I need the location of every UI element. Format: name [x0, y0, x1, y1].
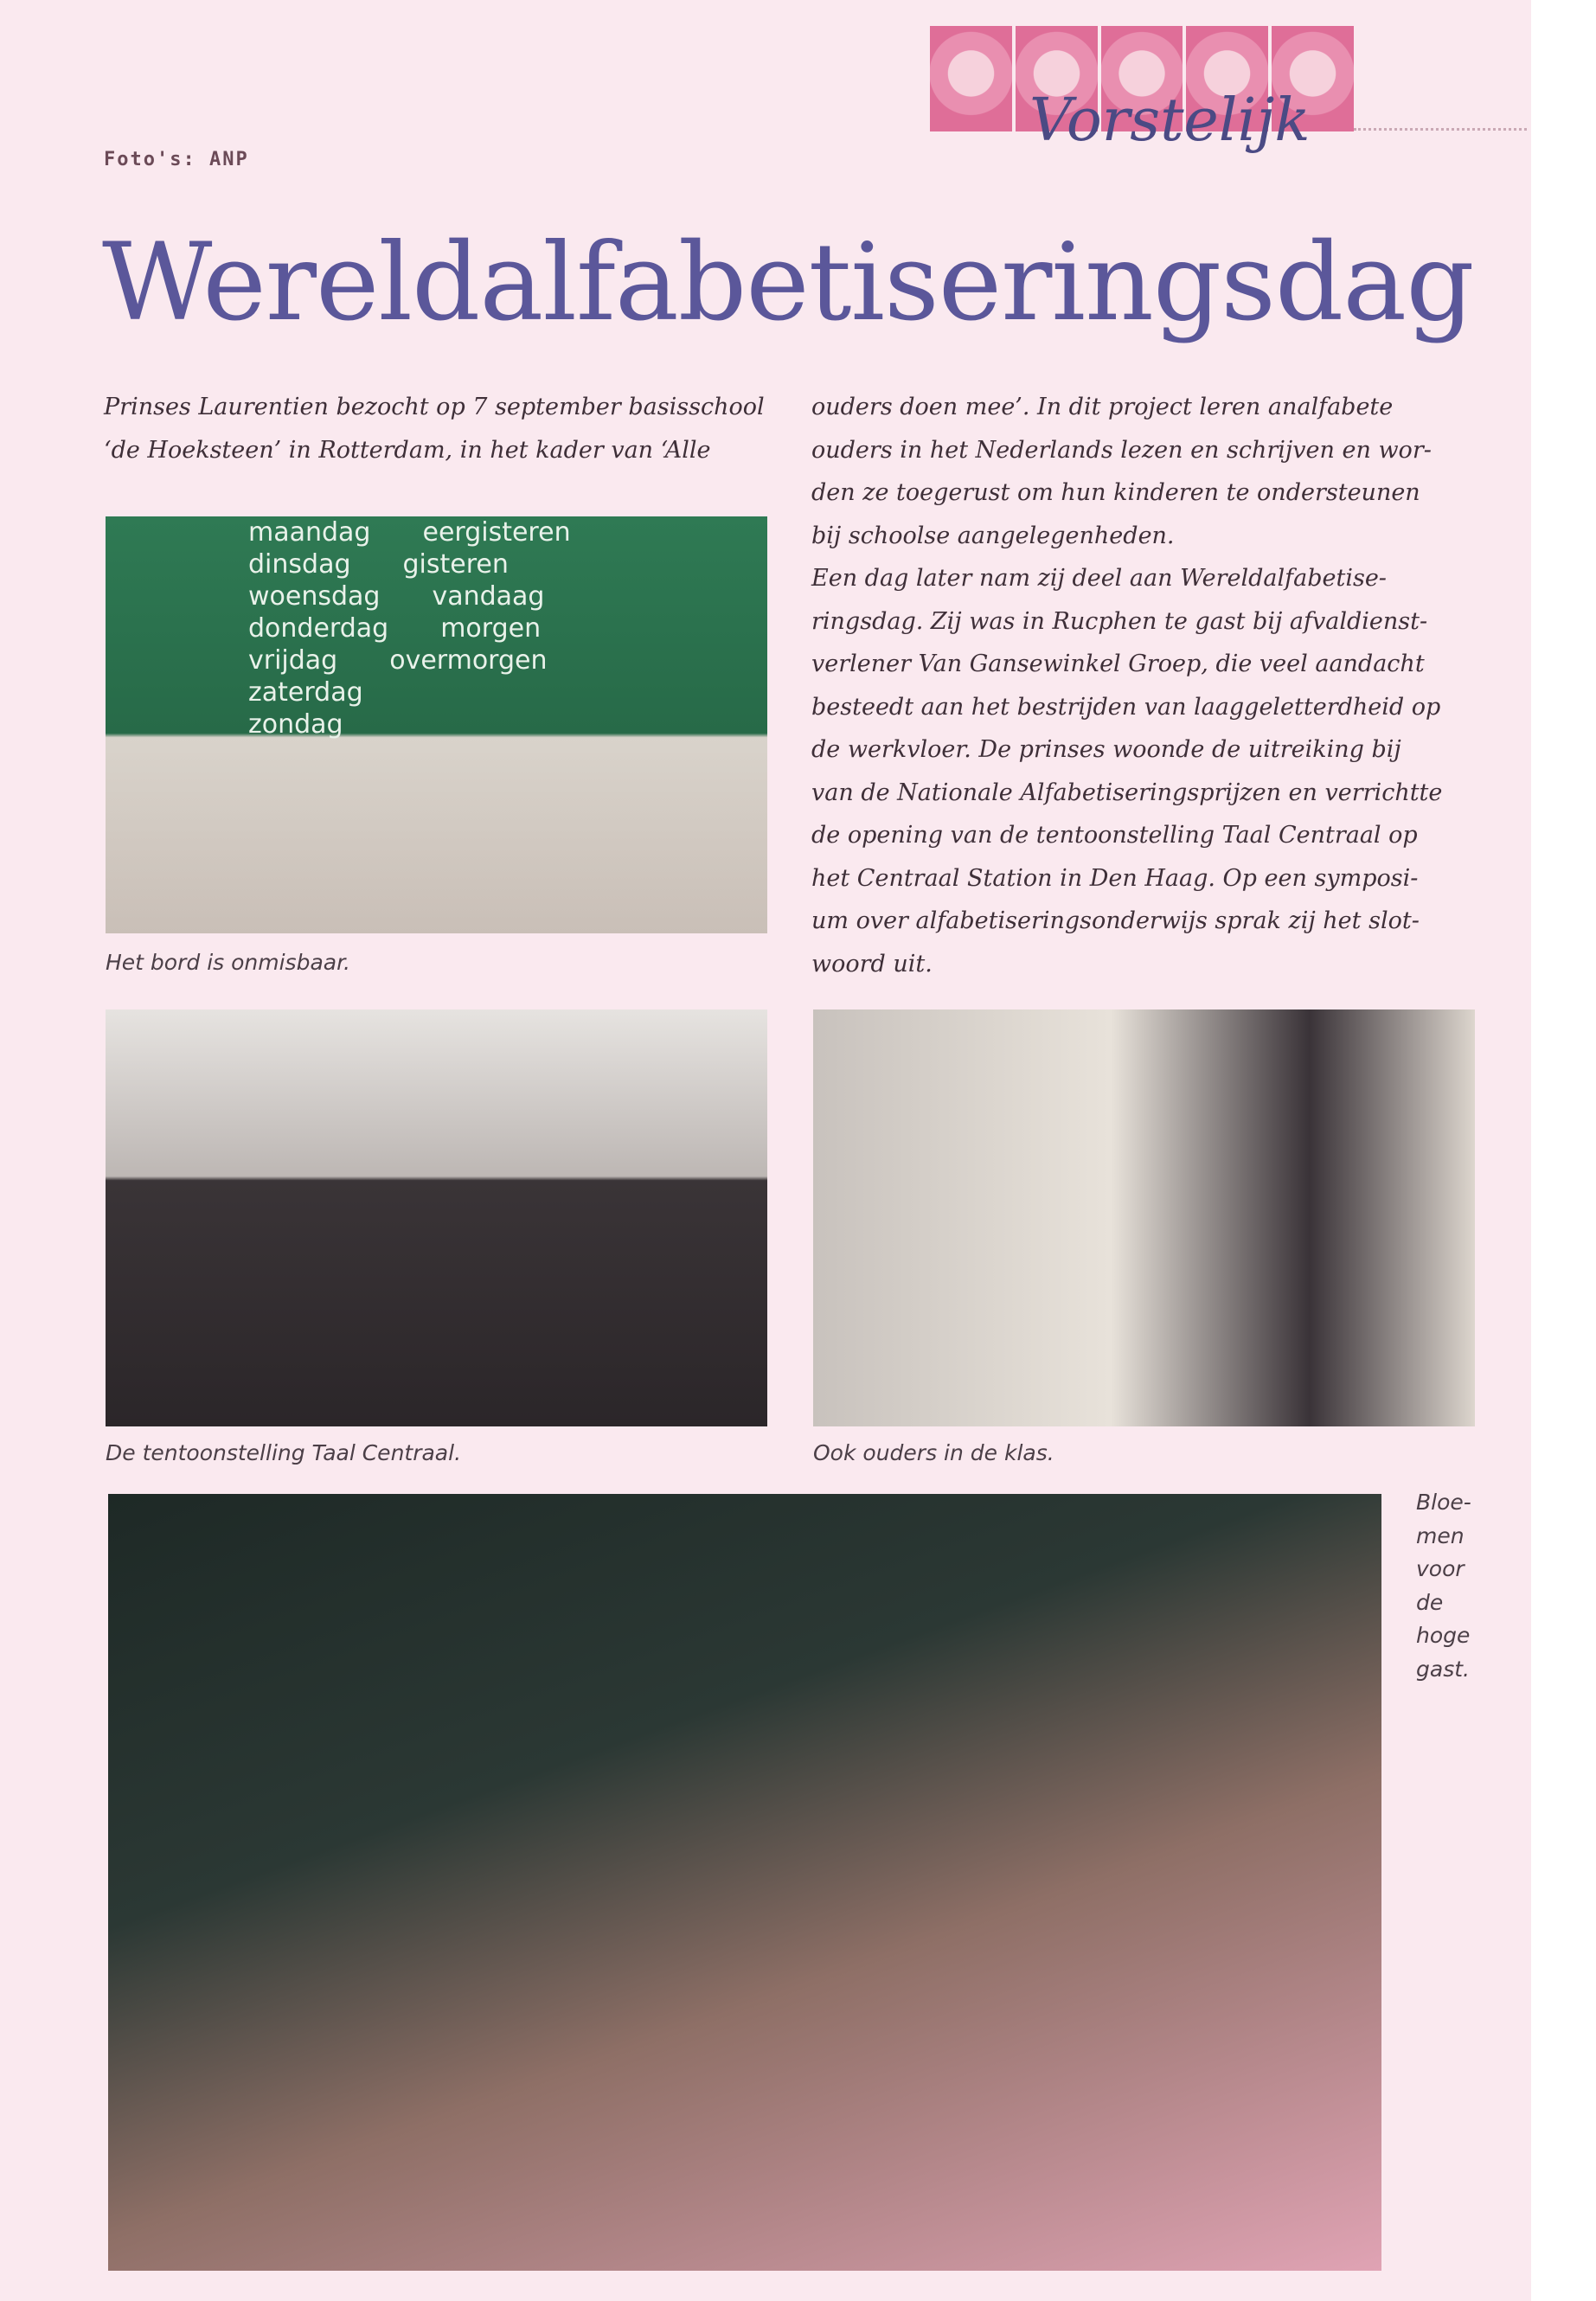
text-line: Een dag later nam zij deel aan Wereldalfabetise-	[811, 565, 1387, 592]
page-margin	[1531, 0, 1596, 2301]
board-word: woensdag	[248, 581, 381, 612]
text-line: ‘de Hoeksteen’ in Rotterdam, in het kader van ‘Alle	[104, 436, 711, 464]
board-word: dinsdag	[248, 549, 351, 580]
board-word: eergisteren	[422, 517, 571, 548]
board-word: vandaag	[432, 581, 545, 612]
board-word: donderdag	[248, 613, 389, 644]
photo-caption: De tentoonstelling Taal Centraal.	[106, 1440, 462, 1465]
classroom-photo	[106, 516, 767, 933]
section-divider	[1354, 128, 1527, 131]
text-line: de opening van de tentoonstelling Taal Centraal op	[811, 822, 1418, 849]
article-intro	[104, 386, 779, 471]
caption-line: de	[1416, 1589, 1444, 1615]
photo-caption: Ook ouders in de klas.	[813, 1440, 1054, 1465]
photo-credit: Foto's: ANP	[104, 149, 249, 170]
text-line: besteedt aan het bestrijden van laaggeletterdheid op	[811, 693, 1441, 721]
parents-in-class-photo	[813, 1009, 1475, 1426]
board-word: vrijdag	[248, 645, 338, 676]
caption-line: gast.	[1416, 1656, 1470, 1682]
board-word: maandag	[248, 517, 371, 548]
caption-line: hoge	[1416, 1623, 1471, 1648]
banner-face-image	[930, 26, 1012, 131]
board-word: zondag	[248, 709, 343, 740]
text-line: ouders doen mee’. In dit project leren analfabete	[811, 394, 1394, 420]
caption-line: Bloe-	[1416, 1490, 1471, 1515]
photo-side-caption	[1416, 1486, 1520, 1686]
text-line: woord uit.	[811, 950, 933, 977]
chalkboard-text	[248, 516, 715, 740]
text-line: um over alfabetiseringsonderwijs sprak zij het slot-	[811, 907, 1420, 934]
section-title: Vorstelijk	[1029, 87, 1311, 155]
text-line: van de Nationale Alfabetiseringsprijzen en verrichtte	[811, 779, 1443, 806]
board-word: gisteren	[402, 549, 509, 580]
board-word: overmorgen	[389, 645, 548, 676]
board-word: zaterdag	[248, 677, 363, 708]
article-headline: Wereldalfabetiseringsdag	[102, 221, 1474, 345]
article-body-column	[811, 386, 1469, 985]
text-line: bij schoolse aangelegenheden.	[811, 522, 1175, 549]
text-line: ringsdag. Zij was in Rucphen te gast bij afvaldienst-	[811, 607, 1428, 635]
caption-line: voor	[1416, 1556, 1465, 1581]
text-line: de werkvloer. De prinses woonde de uitreiking bij	[811, 736, 1401, 763]
text-line: den ze toegerust om hun kinderen te ondersteunen	[811, 479, 1420, 506]
flowers-photo	[108, 1494, 1381, 2271]
exhibition-photo	[106, 1009, 767, 1426]
text-line: het Centraal Station in Den Haag. Op een symposi-	[811, 864, 1419, 892]
caption-line: men	[1416, 1522, 1465, 1548]
photo-caption: Het bord is onmisbaar.	[106, 950, 351, 975]
board-word: morgen	[440, 613, 542, 644]
text-line: Prinses Laurentien bezocht op 7 september basisschool	[104, 394, 765, 420]
text-line: ouders in het Nederlands lezen en schrijven en wor-	[811, 436, 1432, 464]
text-line: verlener Van Gansewinkel Groep, die veel aandacht	[811, 651, 1425, 677]
